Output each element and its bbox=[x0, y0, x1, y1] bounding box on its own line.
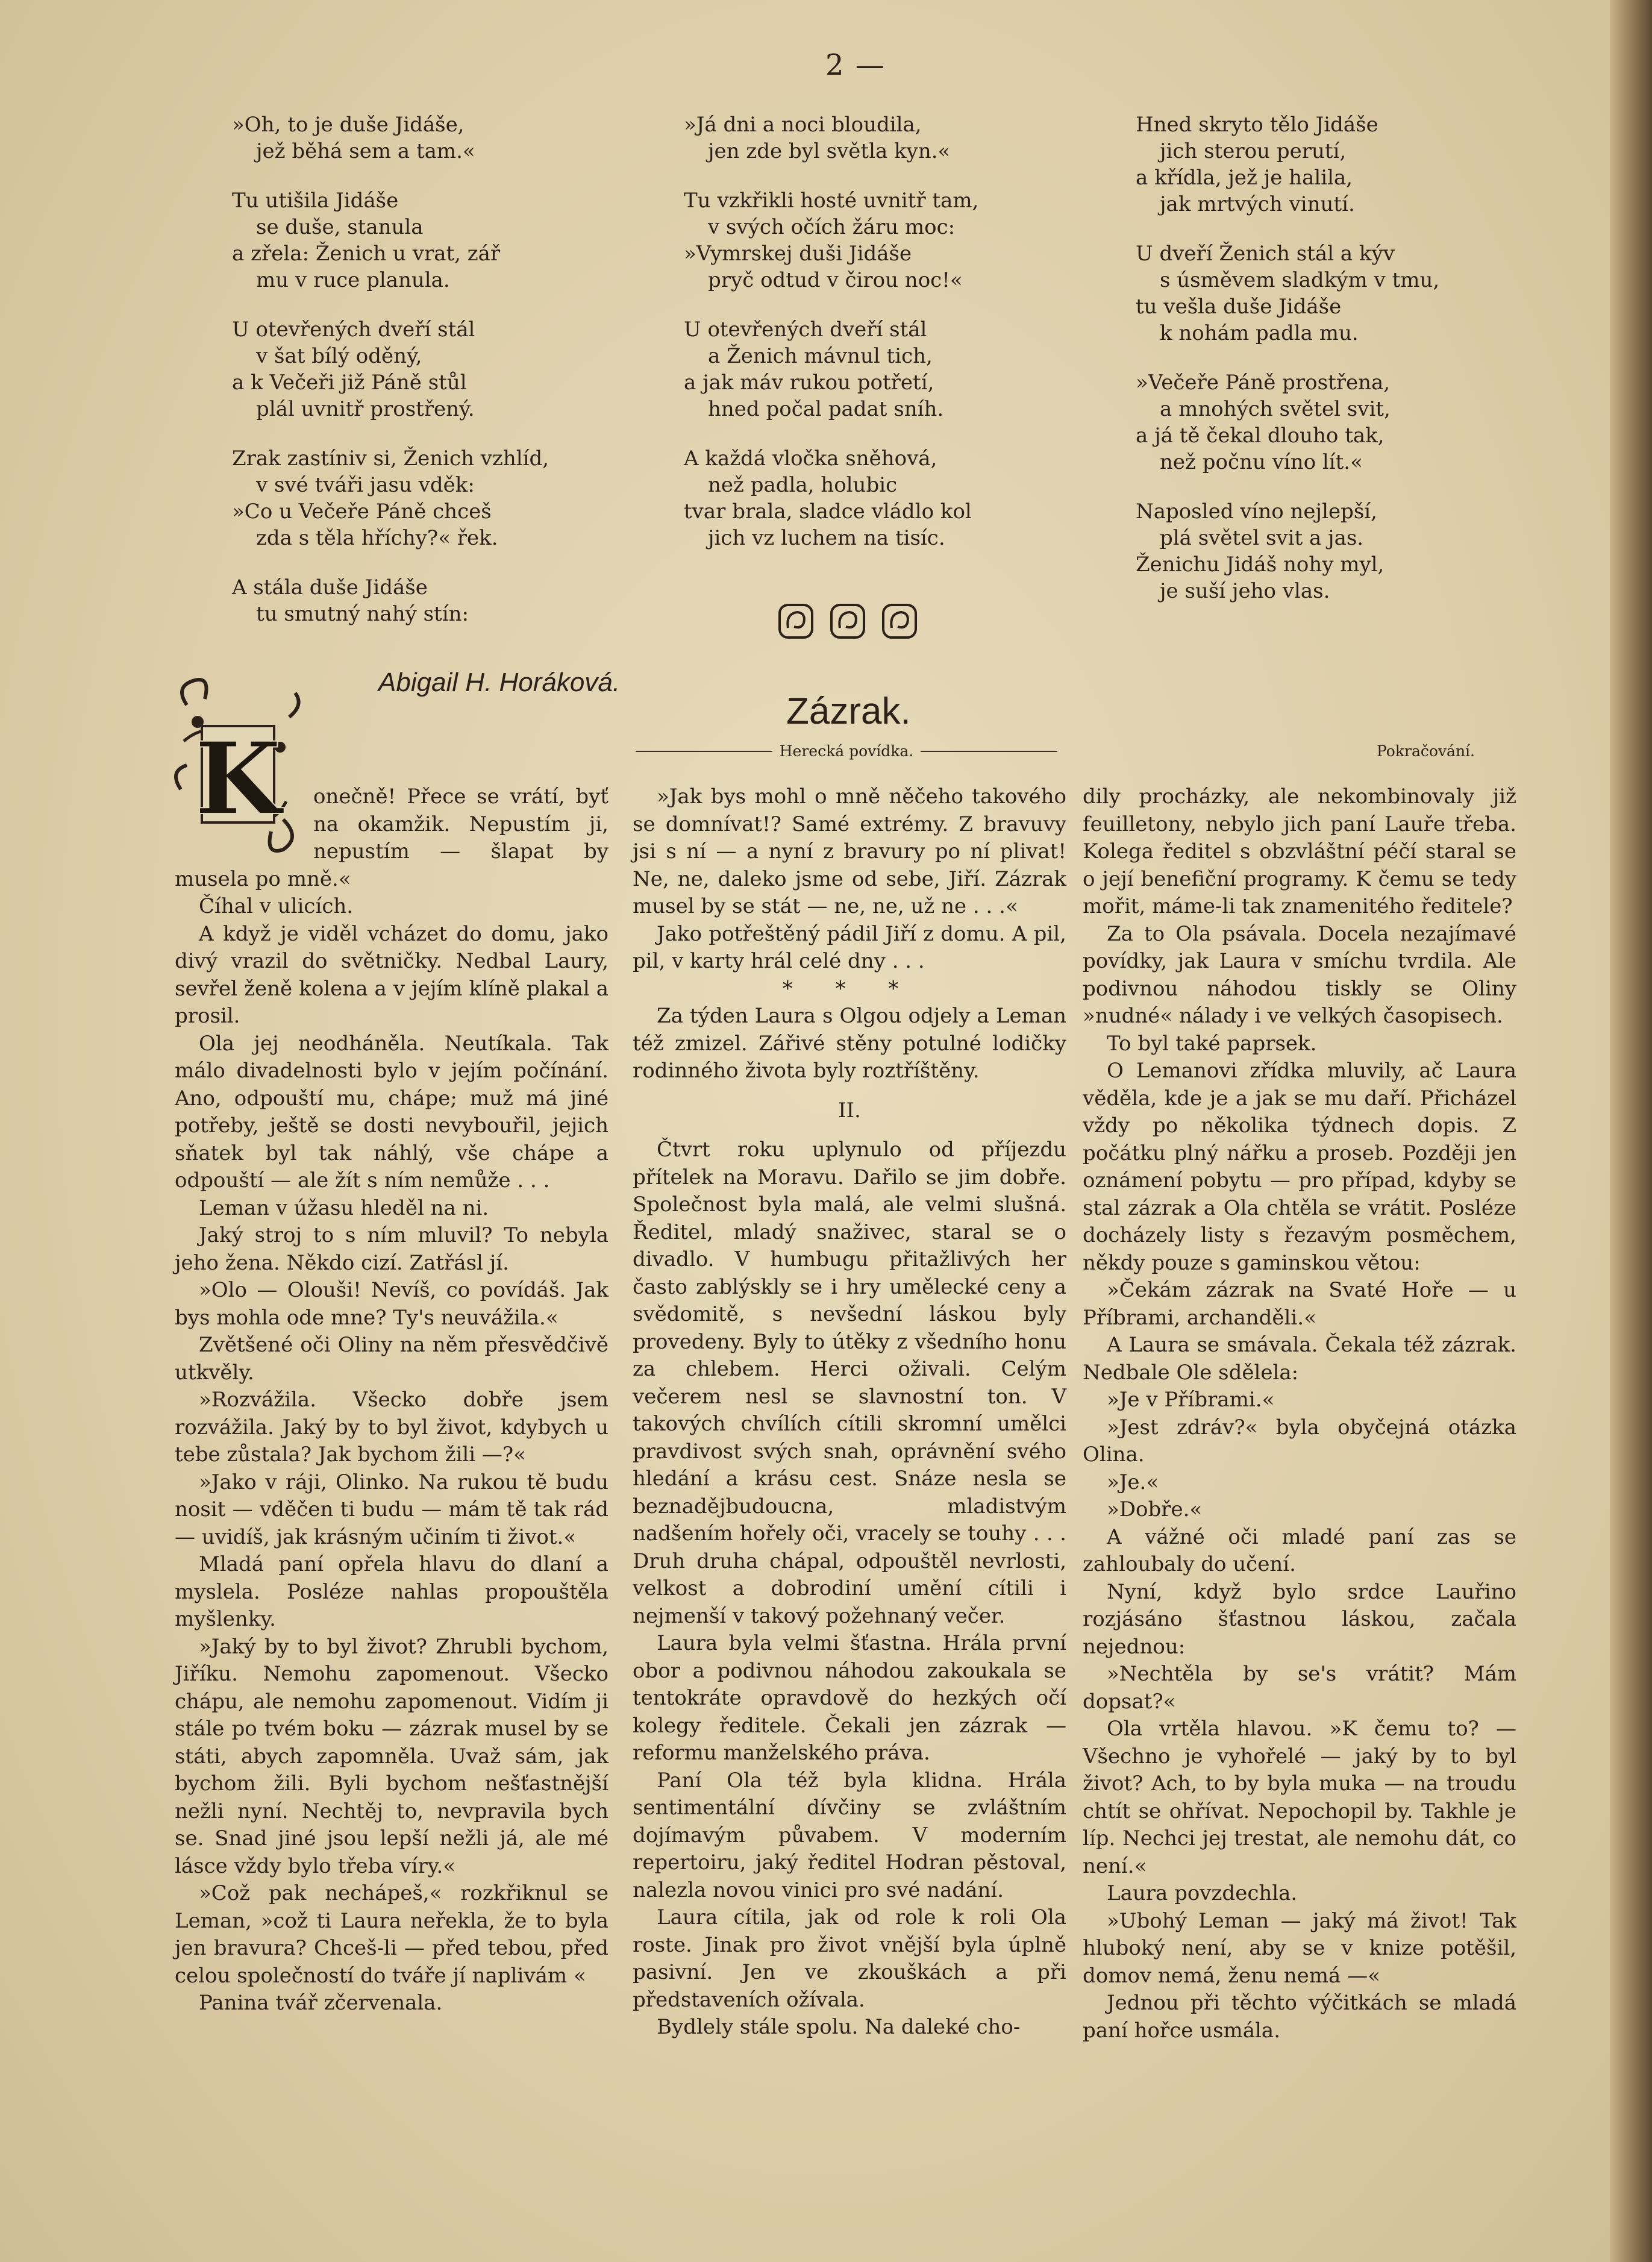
poem-stanza bbox=[684, 111, 1118, 164]
ornament-icon bbox=[881, 603, 918, 640]
poem-stanza bbox=[1136, 498, 1569, 604]
story-paragraph: »Čekám zázrak na Svaté Hoře — u Příbrami, archanděli.« bbox=[1083, 1278, 1516, 1330]
story-paragraph: »Jaký by to byl život? Zhrubli bychom, Jiříku. Nemohu zapomenout. Všecko chápu, ale nemohu zapomenout. Vidím ji stále po tvém boku — zázrak musel by se státi, abych zapomněla. Uvaž sám, jak bychom žili. Byli bychom nešťastnější nežli nyní. Nechtěj to, nevpravila bych se. Snad jiné jsou lepší nežli já, ale mé lásce vždy bylo třeba víry.« bbox=[175, 1634, 609, 1878]
story-paragraph: »Je v Příbrami.« bbox=[1107, 1388, 1275, 1412]
poem-line: plá světel svit a jas. bbox=[1160, 526, 1364, 550]
story-column-1 bbox=[175, 720, 609, 2017]
story-paragraph: »Jest zdráv?« byla obyčejná otázka Olina. bbox=[1083, 1415, 1516, 1467]
poem-line: »Co u Večeře Páně chceš bbox=[232, 500, 492, 524]
poem-line: se duše, stanula bbox=[256, 215, 424, 239]
story-paragraph: To byl také paprsek. bbox=[1107, 1031, 1317, 1056]
poem-line: jich sterou perutí, bbox=[1160, 139, 1347, 163]
poem-line: mu v ruce planula. bbox=[256, 268, 450, 292]
poem-line: je suší jeho vlas. bbox=[1160, 579, 1330, 603]
story-subtitle-row bbox=[636, 742, 1057, 760]
poem-line: U otevřených dveří stál bbox=[232, 318, 475, 342]
story-paragraph: Za to Ola psávala. Docela nezajímavé povídky, jak Laura v smíchu tvrdila. Ale podivnou náhodou tiskly se Oliny »nudné« nálady i ve velkých časopisech. bbox=[1083, 921, 1516, 1028]
poem-line: a jak máv rukou potřetí, bbox=[684, 371, 934, 395]
poem-line: jen zde byl světla kyn.« bbox=[708, 139, 951, 163]
poem-column-2 bbox=[684, 111, 1118, 574]
story-paragraph: Ola vrtěla hlavou. »K čemu to? — Všechno je vyhořelé — jaký by to byl život? Ach, to by byla muka — na troudu chtít se ohřívat. Nepochopil by. Takhle je líp. Nechci jej trestat, ale nemohu dát, co není.« bbox=[1083, 1717, 1516, 1878]
poem-author: Abigail H. Horáková. bbox=[378, 668, 621, 697]
story-column-3 bbox=[1083, 783, 1516, 2044]
poem-line: tu vešla duše Jidáše bbox=[1136, 295, 1342, 319]
story-paragraph: »Což pak nechápeš,« rozkřiknul se Leman, »což ti Laura neřekla, že to byla jen bravura? Chceš-li — před tebou, před celou společností do tváře jí naplivám « bbox=[175, 1881, 609, 1988]
poem-line: a já tě čekal dlouho tak, bbox=[1136, 424, 1384, 448]
story-paragraph: Jaký stroj to s ním mluvil? To nebyla jeho žena. Někdo cizí. Zatřásl jí. bbox=[175, 1223, 609, 1275]
poem-line: a křídla, jež je halila, bbox=[1136, 166, 1353, 190]
poem-line: jich vz luchem na tisíc. bbox=[708, 526, 945, 550]
subtitle-rule-right bbox=[921, 751, 1057, 752]
ornament-icon bbox=[777, 603, 815, 640]
poem-line: v šat bílý oděný, bbox=[256, 344, 422, 368]
poem-stanza bbox=[232, 574, 666, 627]
poem-line: U otevřených dveří stál bbox=[684, 318, 927, 342]
story-paragraph: onečně! Přece se vrátí, byť na okamžik. Nepustím ji, nepustím — šlapat by musela po mně.« bbox=[175, 785, 609, 891]
poem-stanza bbox=[1136, 369, 1569, 475]
story-paragraph: Nyní, když bylo srdce Lauřino rozjásáno šťastnou láskou, začala nejednou: bbox=[1083, 1579, 1516, 1659]
chapter-heading: II. bbox=[838, 1098, 861, 1123]
story-paragraph: »Je.« bbox=[1107, 1470, 1159, 1494]
poem-stanza bbox=[684, 316, 1118, 422]
ornament-icon bbox=[829, 603, 866, 640]
poem-line: v svých očích žáru moc: bbox=[708, 215, 956, 239]
poem-stanza bbox=[1136, 240, 1569, 346]
story-paragraph: dily procházky, ale nekombinovaly již feuilletony, nebylo jich paní Lauře třeba. Kolega ředitel s obzvláštní péčí staral se o její benefiční programy. K čemu se tedy mořit, máme-li tak znamenitého ředitele? bbox=[1083, 785, 1516, 918]
poem-line: »Oh, to je duše Jidáše, bbox=[232, 113, 465, 137]
story-paragraph: Panina tvář zčervenala. bbox=[199, 1991, 443, 2015]
page-edge-shadow bbox=[1610, 0, 1652, 2262]
story-column-2 bbox=[633, 783, 1066, 2041]
poem-line: Tu utišila Jidáše bbox=[232, 189, 399, 213]
story-paragraph: »Jak bys mohl o mně něčeho takového se domnívat!? Samé extrémy. Z bravuvy jsi s ní — a nyní z bravury po ní plivat! Ne, ne, daleko jsme od sebe, Jiří. Zázrak musel by se stát — ne, ne, už ne . . .« bbox=[633, 785, 1066, 918]
poem-line: tu smutný nahý stín: bbox=[256, 602, 469, 626]
story-paragraph: »Rozvážila. Všecko dobře jsem rozvážila. Jaký by to byl život, kdybych u tebe zůstala? Jak bychom žili —?« bbox=[175, 1388, 609, 1467]
poem-line: »Vymrskej duši Jidáše bbox=[684, 242, 912, 266]
story-paragraph: Číhal v ulicích. bbox=[199, 894, 354, 918]
poem-stanza bbox=[232, 316, 666, 422]
poem-stanza bbox=[1136, 111, 1569, 218]
poem-line: zda s těla hříchy?« řek. bbox=[256, 526, 498, 550]
story-paragraph: Jako potřeštěný pádil Jiří z domu. A pil, pil, v karty hrál celé dny . . . bbox=[633, 921, 1066, 973]
story-paragraph: »Olo — Olouši! Nevíš, co povídáš. Jak bys mohla ode mne? Ty's neuvážila.« bbox=[175, 1278, 609, 1330]
poem-line: a k Večeři již Páně stůl bbox=[232, 371, 467, 395]
story-subtitle: Herecká povídka. bbox=[779, 742, 914, 760]
subtitle-rule-left bbox=[636, 751, 772, 752]
poem-line: než padla, holubic bbox=[708, 473, 898, 497]
story-paragraph: Mladá paní opřela hlavu do dlaní a myslela. Posléze nahlas propouštěla myšlenky. bbox=[175, 1552, 609, 1631]
poem-line: Zrak zastíniv si, Ženich vzhlíd, bbox=[232, 446, 549, 471]
story-paragraph: Laura povzdechla. bbox=[1107, 1881, 1298, 1905]
poem-line: hned počal padat sníh. bbox=[708, 397, 944, 421]
poem-line: s úsměvem sladkým v tmu, bbox=[1160, 268, 1440, 292]
story-paragraph: Laura cítila, jak od role k roli Ola roste. Jinak pro život vnější byla úplně pasivní. Jen ve zkouškách a při představeních ožívala. bbox=[633, 1905, 1066, 2012]
story-paragraph: Čtvrt roku uplynulo od příjezdu přítelek na Moravu. Dařilo se jim dobře. Společnost byla malá, ale velmi slušná. Ředitel, mladý snaživec, staral se o divadlo. V humbugu přitažlivých her často zablýskly se i hry umělecké ceny a svědomitě, s nevšední láskou byly provedeny. Byly to útěky z všedního honu za chlebem. Herci oživali. Celým večerem nesl se slavnostní ton. V takových chvílích cítili skromní umělci pravdivost svých snah, oprávnění svého hledání a krásu cest. Snáze nesla se beznadějbudoucna, mladistvým nadšením hořely oči, vracely se touhy . . . Druh druha chápal, odpouštěl nevrlosti, velkost a dobrodiní umění cítili i nejmenší v takový požehnaný večer. bbox=[633, 1138, 1066, 1628]
poem-line: k nohám padla mu. bbox=[1160, 321, 1359, 345]
story-paragraph: Ola jej neodháněla. Neutíkala. Tak málo divadelnosti bylo v jejím počínání. Ano, odpouští mu, chápe; muž má jiné potřeby, ještě se dosti nevybouřil, jejich sňatek byl tak náhlý, vše chápe a odpouští — ale žít s ním nemůže . . . bbox=[175, 1031, 609, 1192]
story-paragraph: A když je viděl vcházet do domu, jako divý vrazil do světničky. Nedbal Laury, sevřel ženě kolena a v jejím klíně plakal a prosil. bbox=[175, 921, 609, 1028]
poem-stanza bbox=[232, 111, 666, 164]
poem-line: U dveří Ženich stál a kýv bbox=[1136, 242, 1395, 266]
decorated-initial bbox=[169, 669, 307, 862]
story-paragraph: Paní Ola též byla klidna. Hrála sentimentální dívčiny se zvláštním dojímavým půvabem. V moderním repertoiru, jaký ředitel Hodran pěstoval, nalezla novou vinici pro své nadání. bbox=[633, 1768, 1066, 1902]
poem-line: A každá vločka sněhová, bbox=[684, 446, 937, 471]
story-paragraph: Laura byla velmi šťastna. Hrála první obor a podivnou náhodou zakoukala se tentokráte opravdově do hezkých očí kolegy ředitele. Čekali jen zázrak — reformu manželského práva. bbox=[633, 1631, 1066, 1765]
poem-line: A stála duše Jidáše bbox=[232, 575, 428, 600]
poem-line: Naposled víno nejlepší, bbox=[1136, 500, 1377, 524]
poem-line: »Večeře Páně prostřena, bbox=[1136, 371, 1391, 395]
poem-line: než počnu víno lít.« bbox=[1160, 450, 1363, 474]
story-paragraph: O Lemanovi zřídka mluvily, ač Laura věděla, kde je a jak se mu daří. Přicházel vždy po několika týdnech dopis. Z počátku plný nářku a proseb. Později jen oznámení pobytu — pro případ, kdyby se stal zázrak a Ola chtěla se vrátit. Posléze docházely listy s řezavým posměchem, někdy pouze s gaminskou větou: bbox=[1083, 1059, 1516, 1275]
story-paragraph: Jednou při těchto výčitkách se mladá paní hořce usmála. bbox=[1083, 1991, 1516, 2043]
section-break-stars: * * * bbox=[782, 976, 917, 1001]
poem-line: Hned skryto tělo Jidáše bbox=[1136, 113, 1378, 137]
poem-line: Ženichu Jidáš nohy myl, bbox=[1136, 553, 1384, 577]
poem-stanza bbox=[232, 445, 666, 551]
poem-line: Tu vzkřikli hosté uvnitř tam, bbox=[684, 189, 979, 213]
page-number: 2 — bbox=[825, 48, 886, 82]
poem-line: pryč odtud v čirou noc!« bbox=[708, 268, 963, 292]
poem-column-1 bbox=[232, 111, 666, 650]
story-paragraph: Leman v úžasu hleděl na ni. bbox=[199, 1195, 489, 1220]
poem-column-3 bbox=[1136, 111, 1569, 627]
story-paragraph: Zvětšené oči Oliny na něm přesvědčivě utkvěly. bbox=[175, 1333, 609, 1385]
poem-line: tvar brala, sladce vládlo kol bbox=[684, 500, 972, 524]
story-paragraph: A Laura se smávala. Čekala též zázrak. Nedbale Ole sdělela: bbox=[1083, 1333, 1516, 1385]
poem-line: a zřela: Ženich u vrat, zář bbox=[232, 242, 501, 266]
poem-stanza bbox=[684, 187, 1118, 293]
poem-line: v své tváři jasu vděk: bbox=[256, 473, 475, 497]
poem-line: jež běhá sem a tam.« bbox=[256, 139, 475, 163]
poem-line: jak mrtvých vinutí. bbox=[1160, 192, 1355, 216]
poem-line: plál uvnitř prostřený. bbox=[256, 397, 475, 421]
poem-line: a Ženich mávnul tich, bbox=[708, 344, 933, 368]
poem-stanza bbox=[232, 187, 666, 293]
initial-letter: K bbox=[195, 720, 281, 837]
continuation-note: Pokračování. bbox=[1377, 742, 1475, 760]
poem-line: »Já dni a noci bloudila, bbox=[684, 113, 922, 137]
story-paragraph: »Dobře.« bbox=[1107, 1497, 1203, 1521]
story-paragraph: »Ubohý Leman — jaký má život! Tak hluboký není, aby se v knize potěšil, domov nemá, ženu nemá —« bbox=[1083, 1908, 1516, 1988]
story-paragraph: »Nechtěla by se's vrátit? Mám dopsat?« bbox=[1083, 1662, 1516, 1714]
section-ornaments bbox=[777, 603, 918, 640]
story-paragraph: Bydlely stále spolu. Na daleké cho- bbox=[657, 2015, 1021, 2039]
decorated-initial-k-icon bbox=[169, 669, 307, 862]
story-paragraph: »Jako v ráji, Olinko. Na rukou tě budu nosit — vděčen ti budu — mám tě tak rád — uvidíš, jak krásným učiním ti život.« bbox=[175, 1470, 609, 1549]
poem-stanza bbox=[684, 445, 1118, 551]
story-paragraph: Za týden Laura s Olgou odjely a Leman též zmizel. Zářivé stěny potulné lodičky rodinného života byly roztříštěny. bbox=[633, 1004, 1066, 1083]
story-title: Zázrak. bbox=[786, 691, 911, 732]
story-paragraph: A vážné oči mladé paní zas se zahloubaly do učení. bbox=[1083, 1524, 1516, 1576]
poem-line: a mnohých světel svit, bbox=[1160, 397, 1391, 421]
